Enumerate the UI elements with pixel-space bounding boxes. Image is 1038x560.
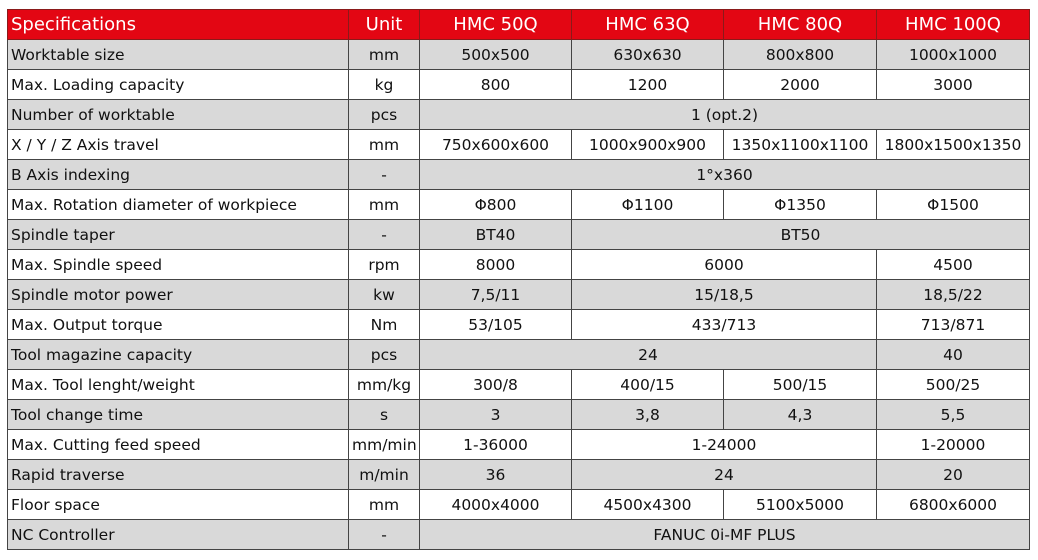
spec-value: 800x800 (724, 40, 877, 70)
header-model: HMC 100Q (877, 10, 1030, 40)
spec-unit: - (349, 220, 420, 250)
spec-value: 5100x5000 (724, 490, 877, 520)
spec-value: 630x630 (572, 40, 724, 70)
spec-value: 4000x4000 (420, 490, 572, 520)
spec-label: B Axis indexing (8, 160, 349, 190)
spec-value: 713/871 (877, 310, 1030, 340)
spec-unit: mm (349, 490, 420, 520)
table-row (8, 220, 1030, 250)
spec-value: 20 (877, 460, 1030, 490)
table-row (8, 100, 1030, 130)
header-row (8, 10, 1030, 40)
spec-value: 1 (opt.2) (420, 100, 1030, 130)
spec-value: 1°x360 (420, 160, 1030, 190)
spec-unit: pcs (349, 340, 420, 370)
spec-label: Tool change time (8, 400, 349, 430)
spec-value: Φ1350 (724, 190, 877, 220)
spec-value: 3000 (877, 70, 1030, 100)
table-row (8, 280, 1030, 310)
table-body (8, 40, 1030, 550)
spec-value: 1000x900x900 (572, 130, 724, 160)
spec-unit: mm/kg (349, 370, 420, 400)
spec-label: Spindle motor power (8, 280, 349, 310)
spec-value: Φ1100 (572, 190, 724, 220)
table-row (8, 70, 1030, 100)
spec-value: 7,5/11 (420, 280, 572, 310)
spec-label: Floor space (8, 490, 349, 520)
spec-value: 1200 (572, 70, 724, 100)
spec-unit: - (349, 520, 420, 550)
header-model: HMC 80Q (724, 10, 877, 40)
spec-value: 1000x1000 (877, 40, 1030, 70)
spec-unit: mm/min (349, 430, 420, 460)
spec-value: 1-36000 (420, 430, 572, 460)
spec-unit: - (349, 160, 420, 190)
table-row (8, 190, 1030, 220)
spec-value: 3 (420, 400, 572, 430)
spec-label: Worktable size (8, 40, 349, 70)
spec-value: 500/15 (724, 370, 877, 400)
spec-unit: pcs (349, 100, 420, 130)
spec-label: Tool magazine capacity (8, 340, 349, 370)
table-row (8, 160, 1030, 190)
header-model: HMC 50Q (420, 10, 572, 40)
table-row (8, 400, 1030, 430)
spec-label: Max. Spindle speed (8, 250, 349, 280)
table-row (8, 520, 1030, 550)
spec-value: 24 (420, 340, 877, 370)
spec-label: Number of worktable (8, 100, 349, 130)
header-specifications: Specifications (8, 10, 349, 40)
spec-value: 24 (572, 460, 877, 490)
spec-value: 15/18,5 (572, 280, 877, 310)
spec-value: 500x500 (420, 40, 572, 70)
spec-unit: Nm (349, 310, 420, 340)
spec-value: 400/15 (572, 370, 724, 400)
spec-value: 300/8 (420, 370, 572, 400)
specifications-table (7, 9, 1030, 550)
table-row (8, 130, 1030, 160)
spec-unit: m/min (349, 460, 420, 490)
spec-unit: mm (349, 130, 420, 160)
spec-value: 40 (877, 340, 1030, 370)
table-row (8, 40, 1030, 70)
spec-unit: mm (349, 190, 420, 220)
header-unit: Unit (349, 10, 420, 40)
spec-unit: rpm (349, 250, 420, 280)
spec-value: BT50 (572, 220, 1030, 250)
spec-value: 2000 (724, 70, 877, 100)
table-row (8, 370, 1030, 400)
spec-label: Max. Loading capacity (8, 70, 349, 100)
spec-value: 6800x6000 (877, 490, 1030, 520)
header-model: HMC 63Q (572, 10, 724, 40)
spec-unit: kg (349, 70, 420, 100)
spec-value: FANUC 0i-MF PLUS (420, 520, 1030, 550)
spec-value: 4500x4300 (572, 490, 724, 520)
spec-value: 800 (420, 70, 572, 100)
spec-value: Φ1500 (877, 190, 1030, 220)
spec-label: NC Controller (8, 520, 349, 550)
spec-unit: s (349, 400, 420, 430)
spec-value: 8000 (420, 250, 572, 280)
spec-value: BT40 (420, 220, 572, 250)
table-row (8, 250, 1030, 280)
spec-value: 36 (420, 460, 572, 490)
spec-value: 4,3 (724, 400, 877, 430)
spec-value: 53/105 (420, 310, 572, 340)
spec-value: 1800x1500x1350 (877, 130, 1030, 160)
spec-value: 1350x1100x1100 (724, 130, 877, 160)
spec-value: 750x600x600 (420, 130, 572, 160)
spec-value: 500/25 (877, 370, 1030, 400)
spec-value: 6000 (572, 250, 877, 280)
spec-value: 433/713 (572, 310, 877, 340)
spec-label: Rapid traverse (8, 460, 349, 490)
table-row (8, 490, 1030, 520)
table-row (8, 340, 1030, 370)
spec-label: Max. Rotation diameter of workpiece (8, 190, 349, 220)
spec-label: Spindle taper (8, 220, 349, 250)
spec-value: 1-20000 (877, 430, 1030, 460)
table-row (8, 460, 1030, 490)
spec-value: 3,8 (572, 400, 724, 430)
spec-value: 4500 (877, 250, 1030, 280)
spec-label: Max. Cutting feed speed (8, 430, 349, 460)
spec-unit: mm (349, 40, 420, 70)
spec-value: 1-24000 (572, 430, 877, 460)
spec-label: X / Y / Z Axis travel (8, 130, 349, 160)
table-row (8, 430, 1030, 460)
spec-label: Max. Output torque (8, 310, 349, 340)
spec-label: Max. Tool lenght/weight (8, 370, 349, 400)
spec-value: Φ800 (420, 190, 572, 220)
table-row (8, 310, 1030, 340)
spec-value: 5,5 (877, 400, 1030, 430)
spec-value: 18,5/22 (877, 280, 1030, 310)
spec-unit: kw (349, 280, 420, 310)
